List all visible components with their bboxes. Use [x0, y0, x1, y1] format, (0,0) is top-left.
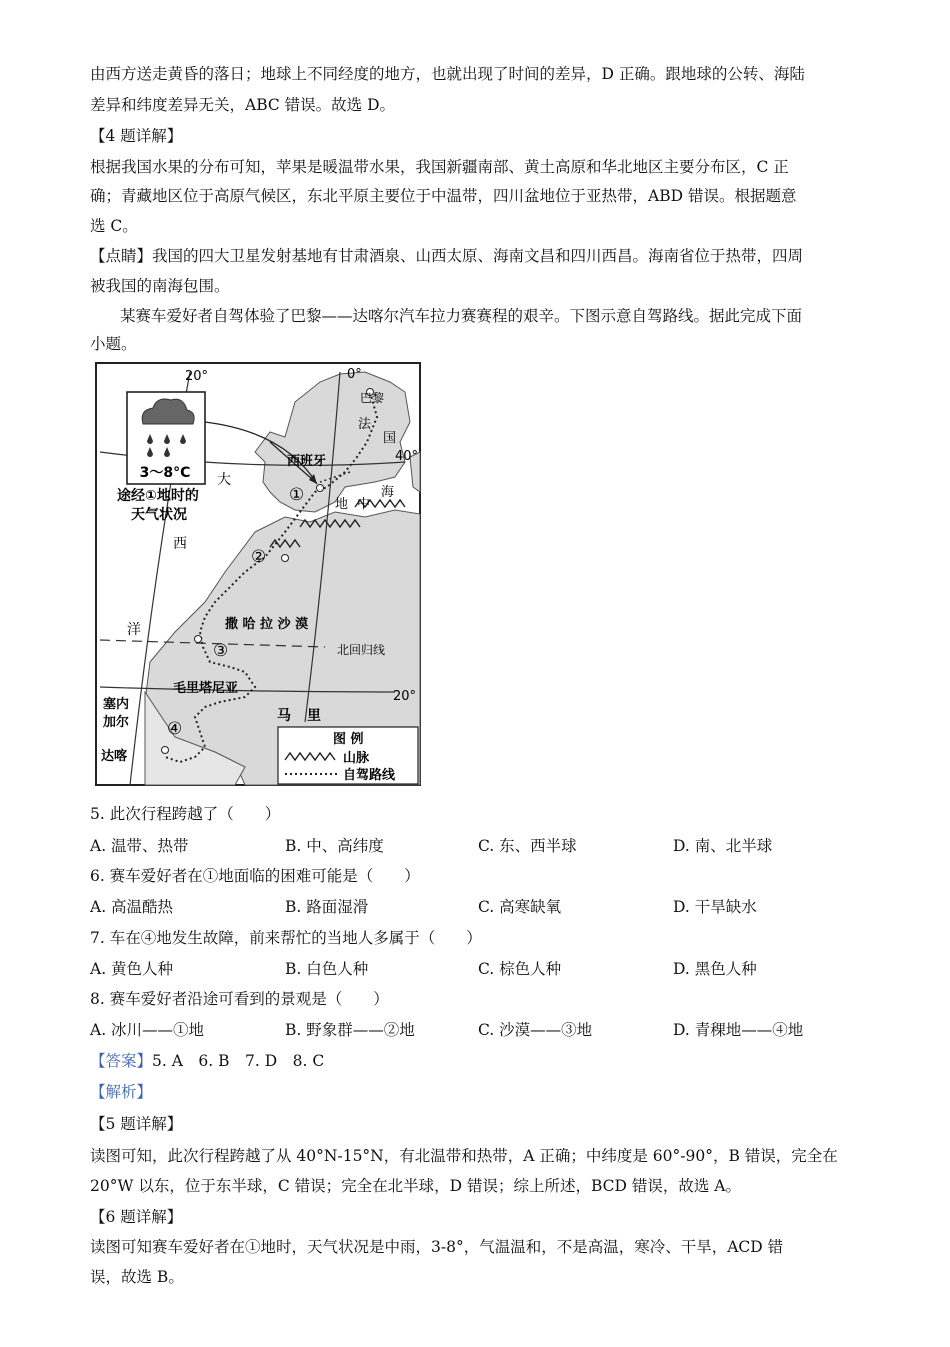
ocean-label: 洋 — [127, 622, 141, 638]
option-b: B. 白色人种 — [285, 960, 369, 978]
question-stem: 8. 赛车爱好者沿途可看到的景观是（ ） — [90, 990, 389, 1008]
text-line: 被我国的南海包围。 — [90, 277, 230, 295]
option-b: B. 野象群——②地 — [285, 1021, 415, 1039]
answer-line — [90, 1050, 870, 1072]
mali-label: 里 — [307, 708, 321, 724]
weather-caption: 天气状况 — [131, 507, 187, 523]
option-b: B. 中、高纬度 — [285, 837, 384, 855]
spain-label: 西班牙 — [287, 454, 327, 469]
weather-caption: 途经①地时的 — [117, 488, 199, 504]
question-stem: 7. 车在④地发生故障，前来帮忙的当地人多属于（ ） — [90, 929, 482, 947]
option-c: C. 棕色人种 — [478, 960, 562, 978]
route-map — [95, 362, 421, 786]
point-4-label: ④ — [167, 719, 183, 739]
sahara-label: 撒 哈 拉 沙 漠 — [225, 617, 309, 632]
point-2-label: ② — [251, 547, 267, 567]
text-line: 差异和纬度差异无关，ABC 错误。故选 D。 — [90, 96, 396, 114]
option-a: A. 黄色人种 — [90, 960, 174, 978]
question-stem: 5. 此次行程跨越了（ ） — [90, 805, 281, 823]
option-a: A. 冰川——①地 — [90, 1021, 205, 1039]
text-line: 读图可知，此次行程跨越了从 40°N-15°N，有北温带和热带，A 正确；中纬度是 60°-90°，B 错误，完全在 — [90, 1147, 838, 1165]
point-marker — [195, 636, 202, 643]
option-c: C. 沙漠——③地 — [478, 1021, 593, 1039]
option-c: C. 东、西半球 — [478, 837, 577, 855]
med-label: 地 — [335, 497, 349, 512]
lon-0-label: 0° — [347, 367, 362, 382]
point-marker — [162, 747, 169, 754]
answer-label: 【答案】 — [90, 1052, 153, 1070]
text-line: 根据我国水果的分布可知，苹果是暖温带水果，我国新疆南部、黄土高原和华北地区主要分布区，C 正 — [90, 158, 789, 176]
ocean-label: 大 — [217, 472, 231, 488]
dakar-label: 达喀 — [101, 749, 128, 764]
lon-20-label: 20° — [185, 369, 209, 384]
text-line: 由西方送走黄昏的落日；地球上不同经度的地方，也就出现了时间的差异，D 正确。跟地球的公转、海陆 — [90, 65, 805, 83]
section-heading: 【6 题详解】 — [90, 1208, 183, 1226]
france-label: 国 — [383, 431, 397, 446]
med-label: 海 — [381, 485, 395, 500]
mauritania-label: 毛里塔尼亚 — [173, 681, 239, 696]
option-a: A. 温带、热带 — [90, 837, 189, 855]
mali-label: 马 — [277, 708, 291, 724]
senegal-label: 塞内 — [103, 697, 130, 712]
text-line: 选 C。 — [90, 217, 138, 235]
lat-40-label: 40° — [395, 449, 419, 464]
legend-route-label: 自驾路线 — [343, 768, 396, 783]
senegal-label: 加尔 — [103, 715, 130, 730]
point-3-label: ③ — [213, 641, 229, 661]
text-line: 20°W 以东，位于东半球，C 错误；完全在北半球，D 错误；综上所述，BCD 错误，故选 A。 — [90, 1177, 741, 1195]
question-stem: 6. 赛车爱好者在①地面临的困难可能是（ ） — [90, 867, 420, 885]
france-label: 法 — [358, 417, 372, 432]
option-b: B. 路面湿滑 — [285, 898, 369, 916]
weather-temp: 3～8°C — [139, 465, 191, 481]
point-1-label: ① — [289, 485, 305, 505]
legend-mountain-label: 山脉 — [343, 751, 370, 766]
analysis-label: 【解析】 — [90, 1083, 153, 1101]
intro-text: 小题。 — [90, 335, 137, 353]
lat-20-label: 20° — [393, 689, 417, 704]
text-line: 确；青藏地区位于高原气候区，东北平原主要位于中温带，四川盆地位于亚热带，ABD 错误。根据题意 — [90, 187, 797, 205]
text-line: 【点睛】我国的四大卫星发射基地有甘肃酒泉、山西太原、海南文昌和四川西昌。海南省位于热带，四周 — [90, 247, 804, 265]
option-a: A. 高温酷热 — [90, 898, 174, 916]
legend-title: 图 例 — [333, 732, 364, 747]
point-marker — [317, 485, 324, 492]
ocean-label: 西 — [173, 536, 187, 552]
med-label: 中 — [357, 497, 371, 512]
section-heading: 【5 题详解】 — [90, 1115, 183, 1133]
point-marker — [282, 555, 289, 562]
text-line: 误，故选 B。 — [90, 1268, 184, 1286]
section-heading: 【4 题详解】 — [90, 127, 183, 145]
option-d: D. 干旱缺水 — [673, 898, 757, 916]
text-line: 读图可知赛车爱好者在①地时，天气状况是中雨，3-8°，气温温和，不是高温，寒冷、干旱，ACD 错 — [90, 1238, 784, 1256]
option-d: D. 黑色人种 — [673, 960, 757, 978]
option-d: D. 南、北半球 — [673, 837, 773, 855]
answer-text: 5. A 6. B 7. D 8. C — [152, 1052, 325, 1070]
option-d: D. 青稞地——④地 — [673, 1021, 804, 1039]
option-c: C. 高寒缺氧 — [478, 898, 562, 916]
intro-text: 某赛车爱好者自驾体验了巴黎——达喀尔汽车拉力赛赛程的艰辛。下图示意自驾路线。据此完成下面 — [120, 307, 803, 325]
paris-label: 巴黎 — [360, 391, 385, 405]
tropic-label: 北回归线 — [337, 643, 386, 657]
